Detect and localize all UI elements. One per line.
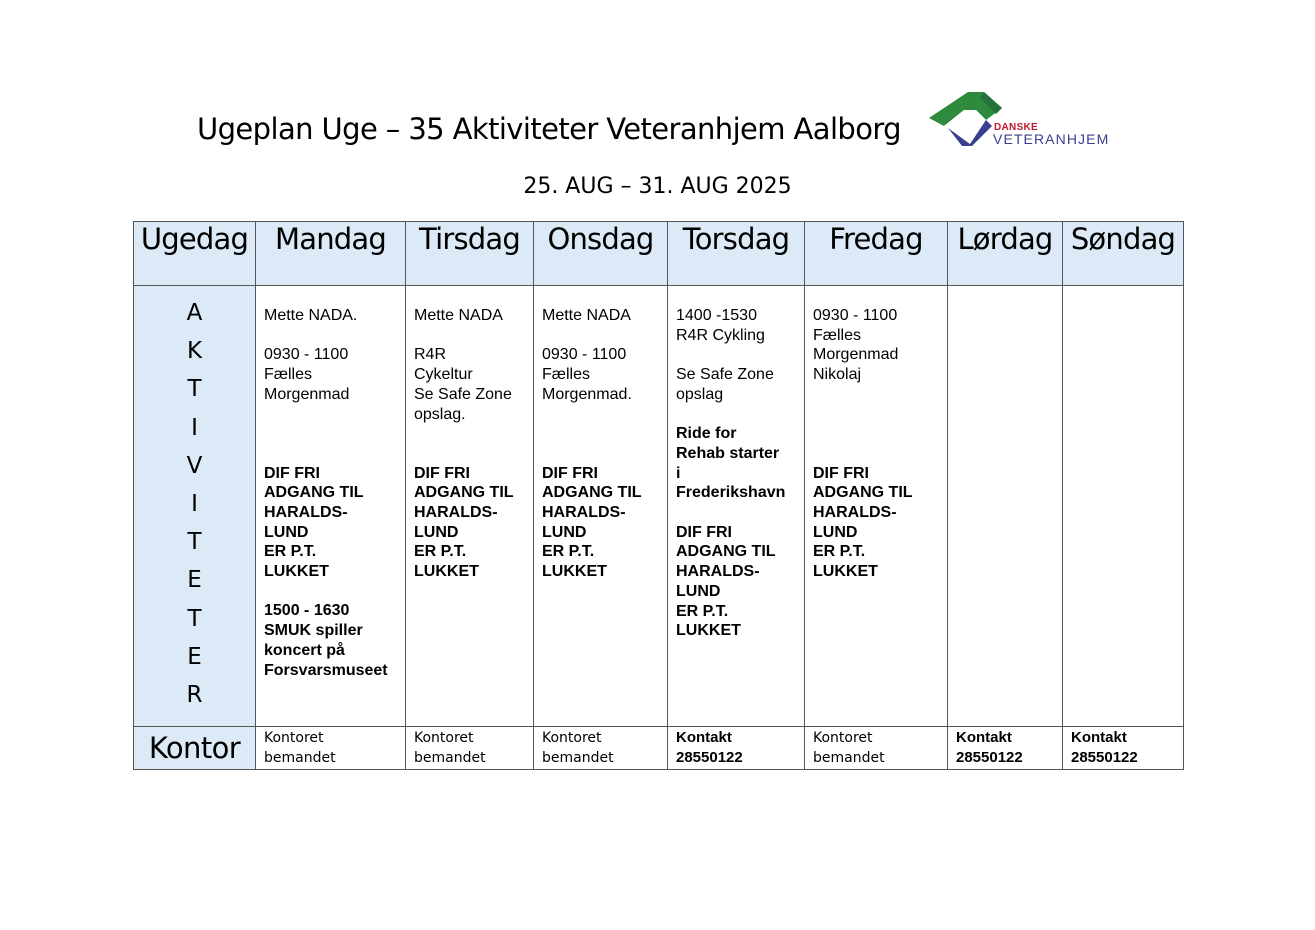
activity-line: Morgenmad: [264, 385, 350, 403]
activity-line: Frederikshavn: [676, 484, 786, 502]
activity-line: 0930 - 1100: [813, 307, 898, 324]
activity-line: Mette NADA: [542, 307, 631, 324]
office-line: Kontakt: [956, 729, 1012, 746]
activity-line: LUKKET: [414, 563, 479, 581]
activity-line: HARALDS-: [676, 563, 760, 581]
activity-line: [264, 326, 401, 346]
activity-line: opslag: [676, 385, 724, 403]
office-line: Kontoret: [414, 730, 474, 746]
activity-line: [813, 424, 943, 444]
activities-label-letter: E: [187, 643, 202, 670]
office-line: 28550122: [1071, 749, 1138, 766]
office-row: [134, 727, 1184, 770]
activity-line: Cykeltur: [414, 366, 473, 384]
header-row: [134, 222, 1184, 286]
activity-line: ER P.T.: [676, 602, 729, 620]
activity-line: ADGANG TIL: [264, 484, 364, 502]
logo-text-bottom: VETERANHJEM: [993, 131, 1110, 147]
activity-line: Fælles: [813, 326, 862, 344]
activity-line: Se Safe Zone: [414, 385, 512, 403]
activity-line: ADGANG TIL: [542, 484, 642, 502]
activity-line: DIF FRI: [542, 464, 598, 482]
column-header-saturday: Lørdag: [948, 222, 1063, 286]
office-line: Kontakt: [676, 729, 732, 746]
column-header-wednesday: Onsdag: [534, 222, 668, 286]
activities-label-letter: K: [186, 338, 203, 365]
logo-text-top: DANSKE: [994, 122, 1039, 133]
activity-line: LUND: [414, 523, 459, 541]
activity-line: ER P.T.: [264, 543, 317, 561]
activities-wednesday: [534, 286, 668, 727]
activity-line: Mette NADA: [414, 307, 503, 324]
activity-line: [264, 444, 401, 464]
activity-line: 1400 -1530: [676, 307, 757, 324]
activity-line: Rehab starter: [676, 444, 780, 462]
activity-line: LUND: [542, 523, 587, 541]
activities-saturday: [948, 286, 1063, 727]
activity-line: HARALDS-: [264, 503, 348, 521]
activity-line: [542, 424, 663, 444]
activity-line: DIF FRI: [264, 464, 320, 482]
activity-line: i: [676, 464, 681, 482]
activities-label-letter: V: [186, 452, 203, 479]
activity-line: [264, 424, 401, 444]
activity-line: ADGANG TIL: [813, 484, 913, 502]
activity-line: [264, 582, 401, 602]
office-friday: [805, 727, 948, 770]
activity-line: [414, 424, 529, 444]
activity-line: opslag.: [414, 405, 466, 423]
office-line: Kontoret: [542, 730, 602, 746]
column-header-tuesday: Tirsdag: [406, 222, 534, 286]
activity-line: HARALDS-: [414, 503, 498, 521]
week-plan-table: [133, 221, 1184, 770]
activity-line: HARALDS-: [542, 503, 626, 521]
activity-line: Se Safe Zone: [676, 366, 774, 384]
office-line: bemandet: [813, 750, 885, 766]
office-saturday: [948, 727, 1063, 770]
column-header-sunday: Søndag: [1063, 222, 1184, 286]
activities-label-letter: T: [187, 376, 202, 403]
activities-label: [134, 286, 256, 727]
activity-line: LUKKET: [813, 563, 878, 581]
activity-line: LUKKET: [264, 563, 329, 581]
office-label: Kontor: [134, 727, 256, 770]
activity-line: ADGANG TIL: [676, 543, 776, 561]
activities-sunday: [1063, 286, 1184, 727]
office-thursday: [668, 727, 805, 770]
activity-line: Forsvarsmuseet: [264, 661, 388, 679]
activities-label-letter: I: [191, 414, 198, 441]
activity-line: ER P.T.: [542, 543, 595, 561]
activity-line: Mette NADA.: [264, 307, 358, 324]
activity-line: Fælles: [264, 366, 313, 384]
date-range: 25. AUG – 31. AUG 2025: [523, 174, 792, 199]
activities-label-letter: A: [186, 300, 203, 326]
activity-line: [813, 385, 943, 405]
activity-line: LUKKET: [676, 622, 741, 640]
activity-line: [542, 444, 663, 464]
activity-line: [264, 405, 401, 425]
activities-thursday: [668, 286, 805, 727]
office-line: 28550122: [676, 749, 743, 766]
activity-line: LUKKET: [542, 563, 607, 581]
activity-line: DIF FRI: [676, 523, 732, 541]
activity-line: LUND: [264, 523, 309, 541]
activities-tuesday: [406, 286, 534, 727]
activities-label-letter: T: [187, 605, 202, 632]
activity-line: Morgenmad.: [542, 385, 632, 403]
activity-line: [414, 444, 529, 464]
column-header-friday: Fredag: [805, 222, 948, 286]
activities-monday: [256, 286, 406, 727]
office-line: bemandet: [264, 750, 336, 766]
activity-line: R4R: [414, 346, 447, 364]
activity-line: Nikolaj: [813, 366, 862, 384]
activity-line: SMUK spiller: [264, 622, 363, 640]
activity-line: DIF FRI: [414, 464, 470, 482]
activities-label-letter: T: [187, 529, 202, 556]
activities-friday: [805, 286, 948, 727]
office-line: Kontakt: [1071, 729, 1127, 746]
activity-line: [542, 405, 663, 425]
office-line: Kontoret: [813, 730, 873, 746]
activity-line: Fælles: [542, 366, 591, 384]
activities-label-letter: E: [187, 567, 202, 594]
activity-line: [813, 444, 943, 464]
activities-row: [134, 286, 1184, 727]
office-wednesday: [534, 727, 668, 770]
activity-line: koncert på: [264, 641, 345, 659]
activity-line: Ride for: [676, 425, 737, 443]
activity-line: LUND: [813, 523, 858, 541]
activity-line: [542, 326, 663, 346]
activity-line: 0930 - 1100: [264, 346, 349, 364]
activity-line: [813, 405, 943, 425]
column-header-thursday: Torsdag: [668, 222, 805, 286]
office-line: 28550122: [956, 749, 1023, 766]
office-line: bemandet: [542, 750, 614, 766]
activity-line: [414, 326, 529, 346]
activity-line: LUND: [676, 582, 721, 600]
activity-line: [676, 345, 800, 365]
activities-label-letter: I: [191, 490, 198, 517]
column-header-monday: Mandag: [256, 222, 406, 286]
column-header-weekday: Ugedag: [134, 222, 256, 286]
page-title: Ugeplan Uge – 35 Aktiviteter Veteranhjem Aalborg: [197, 112, 901, 146]
activity-line: ER P.T.: [813, 543, 866, 561]
activity-line: 1500 - 1630: [264, 602, 350, 620]
office-sunday: [1063, 727, 1184, 770]
office-line: Kontoret: [264, 730, 324, 746]
activities-label-letter: R: [186, 681, 203, 708]
activity-line: [676, 405, 800, 425]
activity-line: ADGANG TIL: [414, 484, 514, 502]
activity-line: Morgenmad: [813, 346, 899, 364]
activity-line: R4R Cykling: [676, 326, 765, 344]
activity-line: [676, 503, 800, 523]
activity-line: DIF FRI: [813, 464, 869, 482]
office-tuesday: [406, 727, 534, 770]
office-monday: [256, 727, 406, 770]
activity-line: ER P.T.: [414, 543, 467, 561]
office-line: bemandet: [414, 750, 486, 766]
activity-line: 0930 - 1100: [542, 346, 627, 364]
activity-line: HARALDS-: [813, 503, 897, 521]
